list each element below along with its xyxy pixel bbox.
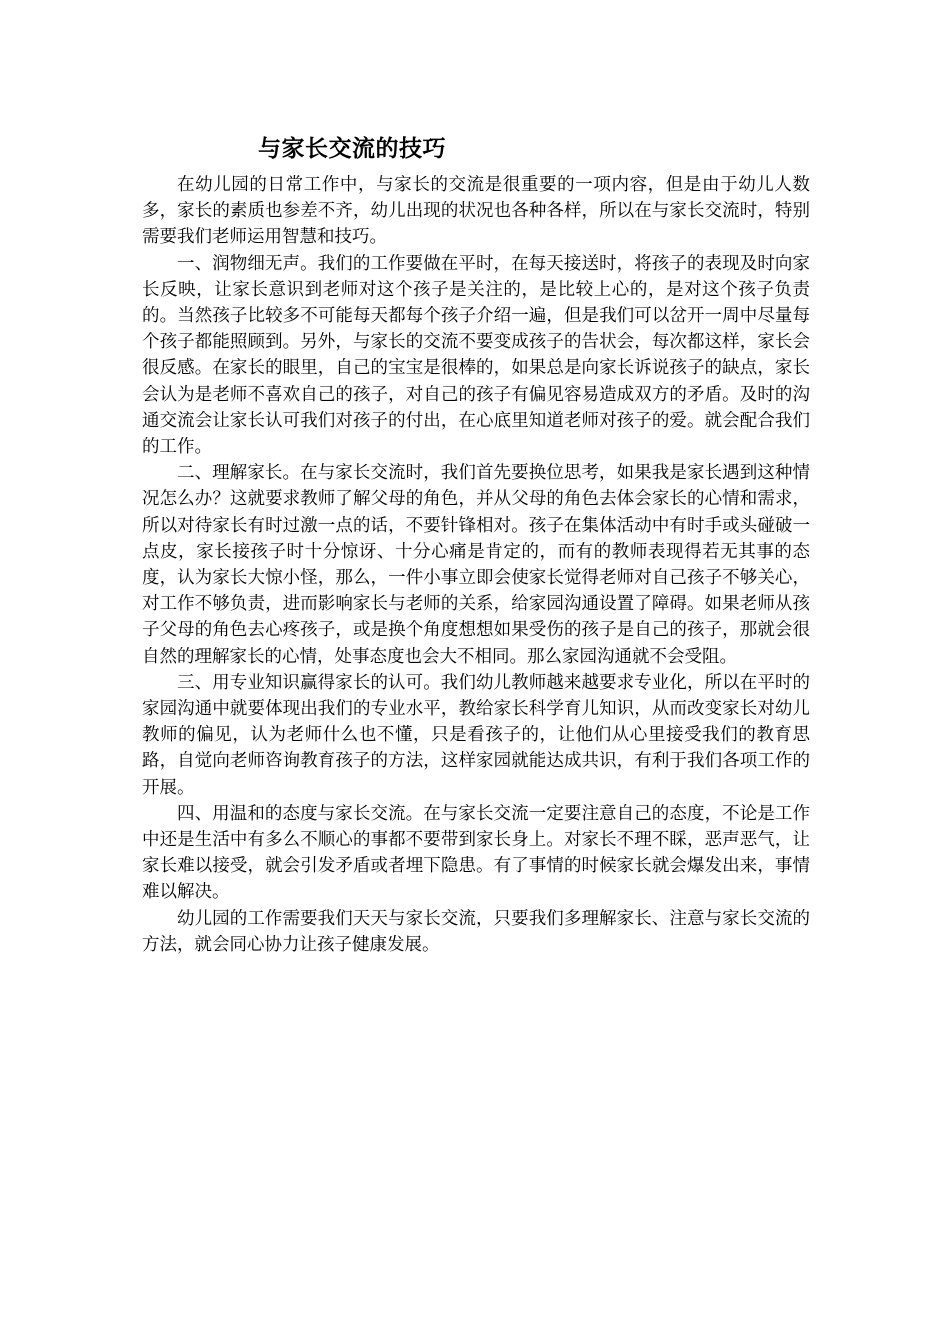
paragraph-intro: 在幼儿园的日常工作中，与家长的交流是很重要的一项内容，但是由于幼儿人数多，家长的素质也参差不齐，幼儿出现的状况也各种各样，所以在与家长交流时，特别需要我们老师运用智慧和技巧。 <box>142 175 810 248</box>
paragraph-point-4: 四、用温和的态度与家长交流。在与家长交流一定要注意自己的态度，不论是工作中还是生活中有多么不顺心的事都不要带到家长身上。对家长不理不睬，恶声恶气，让家长难以接受，就会引发矛盾或者埋下隐患。有了事情的时候家长就会爆发出来，事情难以解决。 <box>142 803 810 903</box>
paragraph-point-2: 二、理解家长。在与家长交流时，我们首先要换位思考，如果我是家长遇到这种情况怎么办？这就要求教师了解父母的角色，并从父母的角色去体会家长的心情和需求，所以对待家长有时过激一点的话，不要针锋相对。孩子在集体活动中有时手或头碰破一点皮，家长接孩子时十分惊讶、十分心痛是肯定的，而有的教师表现得若无其事的态度，认为家长大惊小怪，那么，一件小事立即会使家长觉得老师对自己孩子不够关心，对工作不够负责，进而影响家长与老师的关系，给家园沟通设置了障碍。如果老师从孩子父母的角色去心疼孩子，或是换个角度想想如果受伤的孩子是自己的孩子，那就会很自然的理解家长的心情，处事态度也会大不相同。那么家园沟通就不会受阻。 <box>142 463 810 667</box>
paragraph-point-3: 三、用专业知识赢得家长的认可。我们幼儿教师越来越要求专业化，所以在平时的家园沟通中就要体现出我们的专业水平，教给家长科学育儿知识，从而改变家长对幼儿教师的偏见，认为老师什么也不懂，只是看孩子的，让他们从心里接受我们的教育思路，自觉向老师咨询教育孩子的方法，这样家园就能达成共识，有利于我们各项工作的开展。 <box>142 672 810 798</box>
paragraph-point-1: 一、润物细无声。我们的工作要做在平时，在每天接送时，将孩子的表现及时向家长反映，让家长意识到老师对这个孩子是关注的，是比较上心的，是对这个孩子负责的。当然孩子比较多不可能每天都每个孩子介绍一遍，但是我们可以岔开一周中尽量每个孩子都能照顾到。另外，与家长的交流不要变成孩子的告状会，每次都这样，家长会很反感。在家长的眼里，自己的宝宝是很棒的，如果总是向家长诉说孩子的缺点，家长会认为是老师不喜欢自己的孩子，对自己的孩子有偏见容易造成双方的矛盾。及时的沟通交流会让家长认可我们对孩子的付出，在心底里知道老师对孩子的爱。就会配合我们的工作。 <box>142 253 810 458</box>
document-title: 与家长交流的技巧 <box>258 136 446 162</box>
paragraph-conclusion: 幼儿园的工作需要我们天天与家长交流，只要我们多理解家长、注意与家长交流的方法，就会同心协力让孩子健康发展。 <box>142 908 810 955</box>
document-body <box>142 172 810 958</box>
